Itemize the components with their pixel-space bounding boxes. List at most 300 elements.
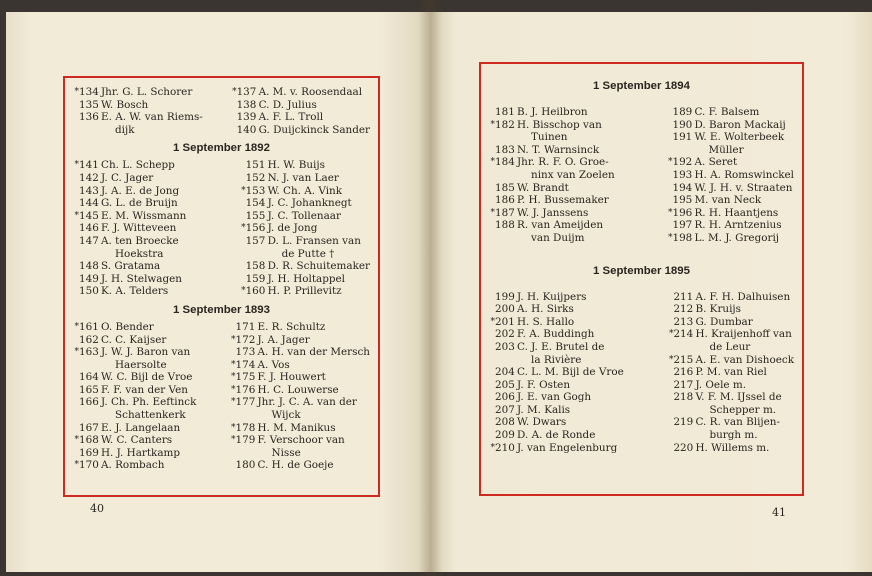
entry-number: 183 bbox=[495, 143, 515, 156]
entry-number: 147 bbox=[79, 234, 99, 247]
entry-marker: * bbox=[74, 160, 79, 171]
entry-name-line: B. Kruijs bbox=[695, 303, 741, 316]
entry-number: 217 bbox=[673, 378, 694, 391]
entry-name-line: H. J. Hartkamp bbox=[101, 446, 181, 459]
entry-name bbox=[101, 260, 160, 273]
list-item bbox=[73, 172, 186, 185]
entry-name-line: C. R. van Blijen- bbox=[695, 416, 780, 429]
entry-number: 141 bbox=[79, 159, 99, 172]
list-item bbox=[667, 303, 794, 316]
entry-number: 212 bbox=[673, 303, 694, 316]
entry-name bbox=[268, 235, 361, 260]
entry-number: 208 bbox=[495, 416, 515, 429]
entry-name-line: van Duijm bbox=[531, 231, 585, 244]
list-item bbox=[240, 285, 370, 298]
entry-name-line: H. M. Manikus bbox=[257, 421, 336, 434]
entry-name-line: D. L. Fransen van bbox=[267, 234, 361, 247]
entry-number: 218 bbox=[673, 391, 694, 404]
entry-marker: * bbox=[667, 232, 673, 243]
entry-number: 179 bbox=[235, 434, 256, 447]
entry-number: 189 bbox=[672, 106, 693, 118]
list-item bbox=[667, 291, 794, 304]
entry-number: 214 bbox=[673, 328, 694, 341]
entry-name bbox=[517, 144, 599, 157]
list-item bbox=[229, 359, 370, 372]
entry-name-line: L. M. J. Gregorij bbox=[694, 231, 780, 244]
list-item bbox=[229, 422, 370, 435]
list-item bbox=[667, 316, 794, 329]
entry-name bbox=[517, 119, 602, 144]
entry-number: 149 bbox=[79, 272, 99, 285]
entry-number: 182 bbox=[495, 118, 515, 131]
entry-name-line: H. S. Hallo bbox=[517, 315, 575, 328]
entry-name-line: Tuinen bbox=[531, 131, 568, 144]
entry-number: 219 bbox=[673, 416, 694, 429]
entry-name bbox=[694, 207, 778, 220]
entry-name bbox=[101, 334, 166, 347]
section-heading-1895: 1 September 1895 bbox=[593, 264, 690, 277]
entry-name-line: H. A. Romswinckel bbox=[694, 168, 794, 181]
list-item bbox=[73, 111, 203, 136]
entry-marker: * bbox=[241, 223, 246, 234]
entry-number: 171 bbox=[235, 320, 256, 333]
entry-number: 138 bbox=[236, 98, 257, 111]
list-item bbox=[489, 119, 615, 144]
entry-name bbox=[694, 169, 794, 182]
entry-number: 187 bbox=[495, 206, 515, 219]
entry-number: 211 bbox=[673, 290, 694, 303]
entry-marker: * bbox=[490, 442, 495, 453]
entry-number: 156 bbox=[245, 222, 266, 235]
entry-number: 209 bbox=[495, 429, 515, 442]
entry-name bbox=[694, 119, 785, 132]
page-number-right: 41 bbox=[772, 506, 786, 519]
entry-marker: * bbox=[232, 87, 237, 97]
entry-number: 168 bbox=[79, 434, 99, 447]
entry-number: 144 bbox=[79, 197, 99, 210]
list-item bbox=[231, 86, 370, 99]
entry-name bbox=[101, 86, 192, 99]
entry-name bbox=[259, 111, 324, 124]
entry-number: 197 bbox=[672, 219, 693, 232]
entry-name bbox=[101, 235, 179, 260]
entry-name bbox=[694, 232, 779, 245]
entry-marker: * bbox=[230, 384, 236, 395]
entry-number: 199 bbox=[495, 290, 515, 303]
entry-name bbox=[101, 210, 186, 223]
entry-number: 184 bbox=[495, 156, 515, 169]
entry-name-line: C. F. Balsem bbox=[694, 106, 760, 118]
entry-name-line: A. F. L. Troll bbox=[258, 111, 324, 124]
entry-number: 136 bbox=[79, 111, 99, 124]
list-item bbox=[229, 346, 370, 359]
entry-name bbox=[101, 273, 182, 286]
entry-marker: * bbox=[230, 359, 236, 370]
entry-name bbox=[101, 346, 190, 371]
entry-name bbox=[517, 328, 594, 341]
entry-name-line: A. Vos bbox=[257, 358, 290, 371]
section-heading-1893: 1 September 1893 bbox=[173, 303, 270, 316]
entry-number: 162 bbox=[79, 333, 99, 346]
entry-number: 139 bbox=[236, 111, 257, 124]
entry-number: 154 bbox=[245, 197, 266, 210]
entry-name-line: R. van Ameijden bbox=[517, 219, 604, 232]
entry-number: 166 bbox=[79, 396, 99, 409]
entry-name-line: W. Bosch bbox=[101, 98, 149, 111]
entry-number: 155 bbox=[245, 209, 266, 222]
entry-name-line: C. J. E. Brutel de bbox=[517, 340, 605, 353]
entry-name bbox=[101, 111, 203, 136]
entry-number: 220 bbox=[673, 441, 694, 454]
entry-number: 205 bbox=[495, 378, 515, 391]
entry-name-line: J. C. Jager bbox=[101, 171, 154, 184]
entry-name-line: M. van Neck bbox=[694, 194, 762, 207]
entry-marker: * bbox=[74, 87, 79, 97]
list-item bbox=[489, 366, 624, 379]
list-item bbox=[73, 273, 186, 286]
entry-name bbox=[101, 321, 154, 334]
entry-number: 152 bbox=[245, 171, 266, 184]
list-item bbox=[229, 384, 370, 397]
entry-number: 215 bbox=[673, 353, 694, 366]
entry-name bbox=[268, 159, 325, 172]
entry-number: 159 bbox=[245, 272, 266, 285]
entry-name bbox=[101, 197, 178, 210]
list-item bbox=[489, 416, 624, 429]
entry-number: 158 bbox=[245, 260, 266, 273]
entry-name bbox=[694, 106, 759, 119]
entry-name-line: R. H. Haantjens bbox=[694, 206, 779, 219]
entry-name bbox=[517, 442, 617, 455]
entry-name-line: W. J. H. v. Straaten bbox=[694, 181, 793, 194]
entry-name bbox=[101, 434, 172, 447]
entry-name-line: V. F. M. IJssel de bbox=[695, 391, 782, 404]
entry-name-line: J. C. Johanknegt bbox=[267, 197, 352, 210]
list-item bbox=[240, 222, 370, 235]
column bbox=[73, 321, 196, 472]
entry-marker: * bbox=[667, 207, 673, 218]
entry-name bbox=[695, 354, 794, 367]
list-item bbox=[666, 156, 794, 169]
entry-name bbox=[517, 416, 566, 429]
entry-name bbox=[257, 459, 333, 472]
entry-name-line: D. R. Schuitemaker bbox=[267, 260, 370, 273]
entry-name bbox=[695, 366, 766, 379]
entry-name-line: J. H. Kuijpers bbox=[517, 290, 587, 303]
entry-name-line: Ch. L. Schepp bbox=[101, 159, 175, 172]
entry-name-line: J. H. Stelwagen bbox=[101, 272, 182, 285]
entry-marker: * bbox=[74, 435, 79, 446]
list-item bbox=[489, 219, 615, 244]
entry-name-line: H. Kraijenhoff van bbox=[695, 328, 792, 341]
entry-name-line: J. de Jong bbox=[267, 222, 318, 235]
entry-marker: * bbox=[230, 334, 236, 345]
entry-marker: * bbox=[230, 422, 236, 433]
entry-marker: * bbox=[74, 321, 79, 332]
entry-name bbox=[517, 106, 588, 119]
entry-number: 190 bbox=[672, 118, 693, 131]
entry-name bbox=[694, 182, 792, 195]
entry-name bbox=[695, 291, 790, 304]
list-item bbox=[73, 396, 196, 421]
entry-number: 210 bbox=[495, 441, 515, 454]
entry-number: 150 bbox=[79, 285, 99, 298]
list-item bbox=[73, 159, 186, 172]
entry-name bbox=[101, 99, 148, 112]
list-item bbox=[666, 232, 794, 245]
entry-name bbox=[101, 371, 192, 384]
entry-name-line: E. R. Schultz bbox=[257, 320, 326, 333]
entry-name bbox=[517, 303, 574, 316]
entry-number: 203 bbox=[495, 340, 515, 353]
entry-name-line: Jhr. J. C. A. van der bbox=[257, 396, 357, 409]
entry-name-line: E. A. W. van Riems- bbox=[101, 111, 203, 124]
list-item bbox=[667, 366, 794, 379]
entry-name bbox=[101, 222, 176, 235]
list-item bbox=[489, 442, 624, 455]
entry-name bbox=[101, 159, 175, 172]
entry-name bbox=[517, 207, 588, 220]
entry-number: 177 bbox=[235, 396, 256, 409]
entry-name-line: Haersolte bbox=[115, 358, 167, 371]
entry-number: 174 bbox=[235, 358, 256, 371]
entry-name-line: J. M. Kalis bbox=[517, 403, 571, 416]
entry-number: 137 bbox=[236, 86, 257, 98]
list-item bbox=[229, 396, 370, 421]
entry-marker: * bbox=[490, 316, 495, 327]
entry-number: 173 bbox=[235, 346, 256, 359]
entry-name-line: D. A. de Ronde bbox=[517, 429, 596, 442]
entry-name-line: A. Rombach bbox=[101, 459, 165, 472]
list-item bbox=[666, 131, 794, 156]
entry-marker: * bbox=[230, 372, 236, 383]
entry-number: 202 bbox=[495, 328, 515, 341]
list-item bbox=[667, 391, 794, 416]
entry-name bbox=[517, 156, 615, 181]
entry-name bbox=[268, 260, 370, 273]
entry-name-line: J. Oele m. bbox=[695, 378, 746, 391]
entry-name bbox=[268, 285, 342, 298]
entry-name bbox=[101, 396, 196, 421]
entry-number: 146 bbox=[79, 222, 99, 235]
list-item bbox=[489, 144, 615, 157]
entry-name-line: F. Verschoor van bbox=[257, 434, 345, 447]
list-item bbox=[231, 124, 370, 137]
entry-number: 195 bbox=[672, 194, 693, 207]
entry-number: 181 bbox=[495, 106, 515, 118]
entry-marker: * bbox=[74, 460, 79, 471]
entry-name-line: ninx van Zoelen bbox=[531, 168, 615, 181]
list-item bbox=[231, 111, 370, 124]
entry-name bbox=[695, 391, 781, 416]
list-item bbox=[73, 459, 196, 472]
entry-name-line: Jhr. G. L. Schorer bbox=[101, 86, 193, 98]
list-item bbox=[240, 159, 370, 172]
entry-marker: * bbox=[241, 185, 246, 196]
entry-name-line: F. J. Witteveen bbox=[101, 222, 177, 235]
entry-number: 196 bbox=[672, 206, 693, 219]
entry-name-line: de Leur bbox=[709, 340, 751, 353]
entry-name bbox=[694, 194, 761, 207]
entry-number: 216 bbox=[673, 366, 694, 379]
entry-name bbox=[517, 379, 570, 392]
entry-name bbox=[268, 185, 342, 198]
entry-name-line: W. Dwars bbox=[517, 416, 567, 429]
column bbox=[231, 86, 370, 136]
entry-name bbox=[259, 86, 362, 99]
entry-number: 135 bbox=[79, 98, 99, 111]
entry-number: 204 bbox=[495, 366, 515, 379]
entry-name bbox=[268, 273, 345, 286]
entry-name bbox=[259, 99, 317, 112]
entry-name bbox=[268, 172, 339, 185]
entry-name bbox=[517, 194, 609, 207]
entry-number: 170 bbox=[79, 459, 99, 472]
entry-name bbox=[101, 384, 188, 397]
entry-name-line: G. Dumbar bbox=[695, 315, 753, 328]
entry-name-line: A. H. Sirks bbox=[517, 303, 574, 316]
entry-name bbox=[268, 210, 341, 223]
entry-name bbox=[259, 124, 370, 137]
column bbox=[489, 291, 624, 455]
entry-name bbox=[101, 447, 180, 460]
entry-number: 157 bbox=[245, 234, 266, 247]
entry-name-line: Nisse bbox=[271, 446, 301, 459]
list-item bbox=[489, 106, 615, 119]
list-item bbox=[489, 194, 615, 207]
entry-name-line: dijk bbox=[115, 123, 135, 136]
list-item bbox=[667, 379, 794, 392]
entry-name bbox=[257, 422, 335, 435]
list-item bbox=[231, 99, 370, 112]
list-item bbox=[73, 434, 196, 447]
entry-number: 186 bbox=[495, 194, 515, 207]
entry-number: 175 bbox=[235, 371, 256, 384]
entry-name bbox=[517, 341, 604, 366]
section-1893 bbox=[73, 321, 370, 472]
entry-marker: * bbox=[668, 329, 674, 340]
entry-name-line: Schepper m. bbox=[709, 403, 777, 416]
entry-name-line: H. P. Prillevitz bbox=[267, 285, 342, 298]
list-item bbox=[489, 291, 624, 304]
list-item bbox=[240, 260, 370, 273]
entry-name-line: A. Seret bbox=[694, 156, 738, 169]
entry-name bbox=[517, 391, 591, 404]
list-item bbox=[73, 422, 196, 435]
entry-name bbox=[517, 429, 595, 442]
section-1895 bbox=[489, 291, 794, 455]
entry-name-line: J. F. Osten bbox=[517, 378, 571, 391]
entry-name bbox=[695, 379, 746, 392]
entry-name bbox=[695, 416, 780, 441]
entry-name bbox=[694, 219, 781, 232]
entry-marker: * bbox=[230, 397, 236, 408]
list-item bbox=[73, 447, 196, 460]
list-item bbox=[73, 99, 203, 112]
entry-name bbox=[257, 346, 370, 359]
entry-number: 198 bbox=[672, 231, 693, 244]
left-frame bbox=[63, 76, 380, 497]
list-item bbox=[73, 384, 196, 397]
list-item bbox=[240, 172, 370, 185]
entry-name bbox=[694, 156, 737, 169]
entry-marker: * bbox=[74, 347, 79, 358]
list-item bbox=[489, 429, 624, 442]
section-0 bbox=[73, 86, 370, 136]
entry-marker: * bbox=[241, 286, 246, 297]
entry-name-line: H. W. Buijs bbox=[267, 159, 325, 172]
entry-marker: * bbox=[490, 157, 495, 168]
entry-number: 160 bbox=[245, 285, 266, 298]
entry-number: 164 bbox=[79, 371, 99, 384]
entry-name bbox=[257, 321, 325, 334]
entry-name-line: G. Duijckinck Sander bbox=[258, 123, 370, 136]
entry-name-line: J. W. J. Baron van bbox=[101, 346, 191, 359]
list-item bbox=[73, 334, 196, 347]
entry-name-line: F. A. Buddingh bbox=[517, 328, 595, 341]
entry-name bbox=[268, 222, 318, 235]
entry-name-line: H. Bisschop van bbox=[517, 118, 602, 131]
entry-name-line: C. C. Kaijser bbox=[101, 333, 167, 346]
entry-name-line: F. J. Houwert bbox=[257, 371, 326, 384]
column bbox=[240, 159, 370, 298]
list-item bbox=[73, 346, 196, 371]
entry-name-line: C. L. M. Bijl de Vroe bbox=[517, 366, 624, 379]
entry-name-line: Müller bbox=[708, 143, 744, 156]
list-item bbox=[229, 334, 370, 347]
section-heading-1894: 1 September 1894 bbox=[593, 80, 690, 92]
list-item bbox=[489, 391, 624, 404]
entry-name-line: W. E. Wolterbeek bbox=[694, 131, 785, 144]
list-item bbox=[666, 207, 794, 220]
entry-name-line: F. F. van der Ven bbox=[101, 383, 188, 396]
list-item bbox=[229, 434, 370, 459]
entry-name-line: K. A. Telders bbox=[101, 285, 169, 298]
list-item bbox=[489, 303, 624, 316]
book-gutter bbox=[418, 0, 442, 576]
entry-name-line: J. H. Holtappel bbox=[267, 272, 345, 285]
entry-number: 180 bbox=[235, 459, 256, 472]
entry-name bbox=[257, 384, 338, 397]
entry-name-line: G. L. de Bruijn bbox=[101, 197, 178, 210]
list-item bbox=[73, 210, 186, 223]
entry-name bbox=[517, 404, 570, 417]
column bbox=[229, 321, 370, 472]
column bbox=[73, 86, 203, 136]
entry-number: 145 bbox=[79, 209, 99, 222]
list-item bbox=[666, 182, 794, 195]
entry-number: 192 bbox=[672, 156, 693, 169]
list-item bbox=[489, 182, 615, 195]
entry-name-line: Hoekstra bbox=[115, 247, 164, 260]
entry-number: 194 bbox=[672, 181, 693, 194]
entry-number: 188 bbox=[495, 219, 515, 232]
list-item bbox=[73, 371, 196, 384]
entry-name-line: A. F. H. Dalhuisen bbox=[695, 290, 791, 303]
page-number-left: 40 bbox=[90, 502, 104, 515]
entry-marker: * bbox=[667, 157, 673, 168]
entry-name bbox=[517, 291, 587, 304]
section-heading-1892: 1 September 1892 bbox=[173, 142, 270, 155]
column bbox=[667, 291, 794, 455]
entry-name-line: Jhr. R. F. O. Groe- bbox=[517, 156, 609, 169]
entry-name bbox=[517, 366, 624, 379]
list-item bbox=[666, 119, 794, 132]
entry-number: 134 bbox=[79, 86, 99, 98]
list-item bbox=[489, 341, 624, 366]
entry-name-line: W. Ch. A. Vink bbox=[267, 184, 343, 197]
entry-number: 165 bbox=[79, 383, 99, 396]
